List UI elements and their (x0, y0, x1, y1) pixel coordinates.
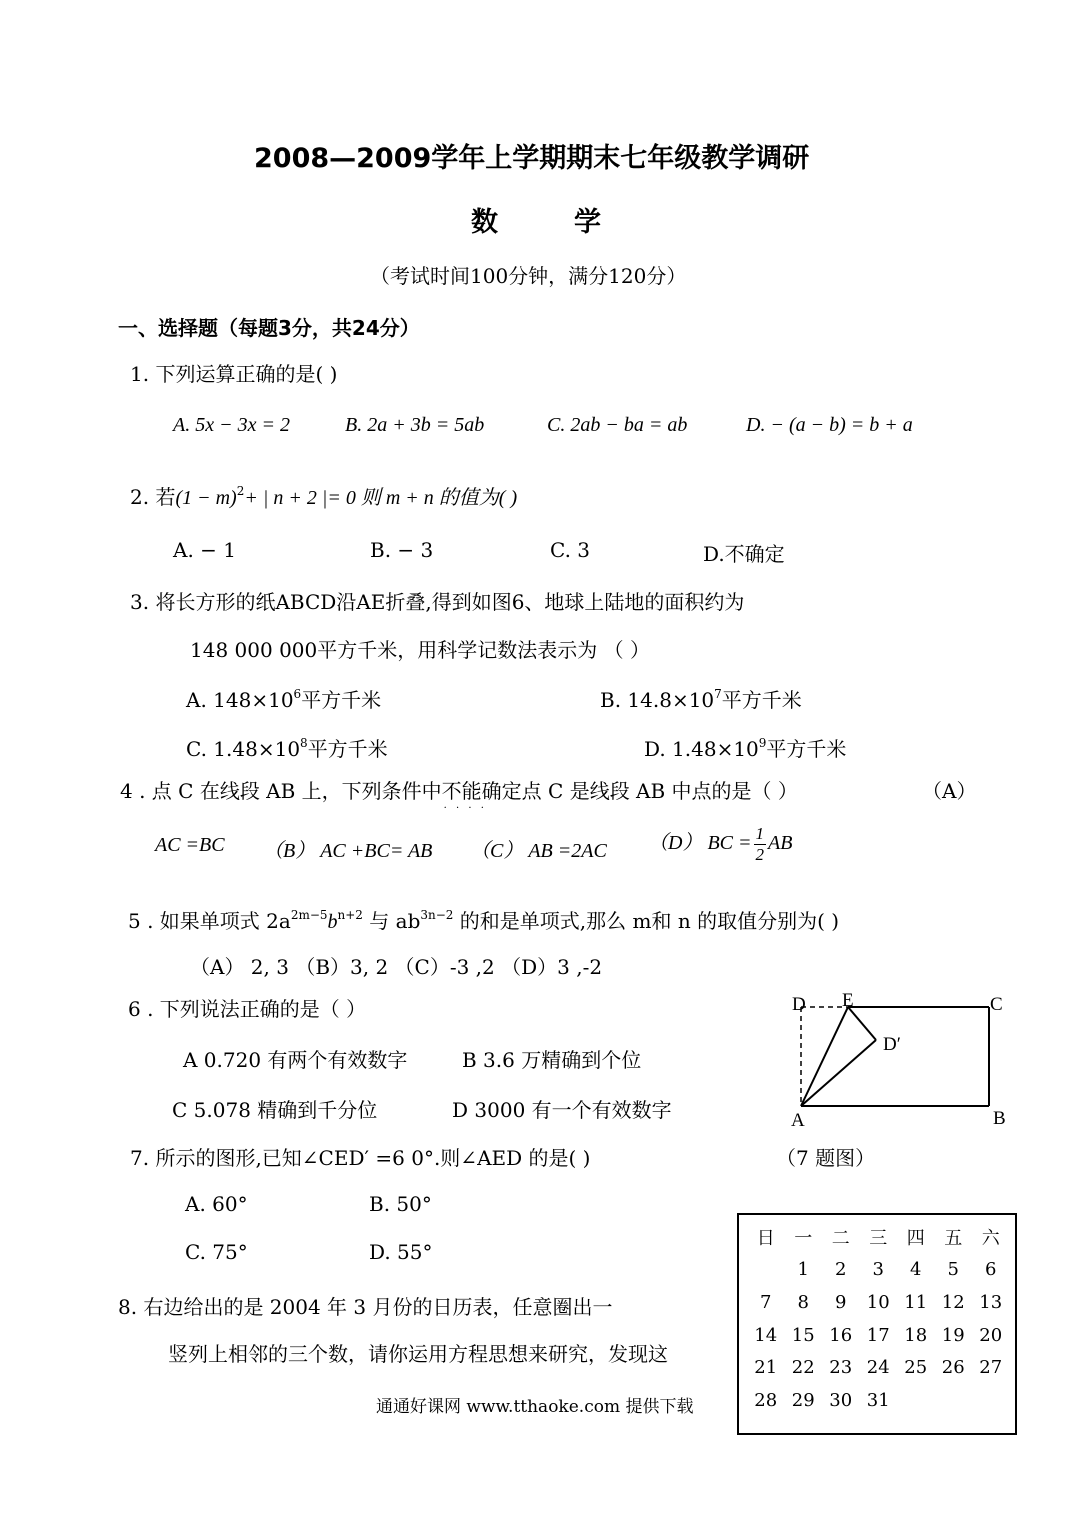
weekday-cell: 三 (869, 1228, 888, 1250)
footer-text: 通通好课网 www.tthaoke.com 提供下载 (376, 1397, 694, 1417)
day-cell: 26 (941, 1357, 965, 1379)
q3-option-b (600, 684, 802, 713)
q1-option-c: C. 2ab − ba = ab (547, 414, 688, 436)
day-cell: 2 (835, 1259, 847, 1281)
q3-line2: 148 000 000平方千米，用科学记数法表示为 （ ） (190, 638, 650, 662)
calendar-box (737, 1213, 1017, 1435)
q3-c-post: 平方千米 (307, 737, 388, 761)
q5-exp3: 3n−2 (420, 908, 454, 922)
q2-option-a: A. − 1 (173, 538, 236, 562)
q1-option-d: D. − (a − b) = b + a (746, 414, 913, 436)
day-cell (747, 1254, 785, 1287)
q2-num: 2. 若 (130, 485, 176, 509)
day-cell (935, 1384, 973, 1417)
q3-option-a (186, 684, 381, 713)
q4-d-fraction (754, 824, 767, 865)
q3-b-post: 平方千米 (721, 688, 802, 712)
weekday-cell: 一 (794, 1228, 813, 1250)
calendar-week-row (747, 1286, 1010, 1319)
q6-option-b: B 3.6 万精确到个位 (462, 1048, 642, 1072)
q3-option-d (644, 733, 846, 762)
q1-option-a: A. 5x − 3x = 2 (173, 414, 290, 436)
day-cell: 24 (866, 1357, 890, 1379)
q4-option-a: AC =BC (155, 834, 225, 856)
q3-c-exp: 8 (300, 736, 308, 750)
q3-a-pre: A. 148×10 (186, 688, 294, 712)
q7-option-c: C. 75° (185, 1240, 248, 1264)
day-cell: 19 (941, 1324, 965, 1346)
day-cell: 30 (829, 1389, 853, 1411)
weekday-cell: 六 (981, 1228, 1000, 1250)
q4-post: 点 C 是线段 AB 中点的是（ ） (521, 779, 798, 803)
figure-label-dprime: D′ (883, 1034, 901, 1055)
day-cell: 17 (866, 1324, 890, 1346)
day-cell: 1 (797, 1259, 809, 1281)
figure-label-d: D (792, 994, 806, 1015)
subject-right: 学 (574, 207, 601, 238)
q8-line2: 竖列上相邻的三个数，请你运用方程思想来研究，发现这 (168, 1342, 668, 1366)
day-cell: 16 (829, 1324, 853, 1346)
q6-option-d: D 3000 有一个有效数字 (452, 1098, 672, 1122)
q7-option-d: D. 55° (369, 1240, 433, 1264)
q7-option-a: A. 60° (185, 1192, 248, 1216)
q3-line1: 3. 将长方形的纸ABCD沿AE折叠,得到如图6、地球上陆地的面积约为 (130, 590, 745, 614)
q4-option-c: （C） AB =2AC (470, 840, 607, 862)
day-cell: 13 (979, 1291, 1003, 1313)
q7-stem: 7. 所示的图形,已知∠CED′ =6 0°.则∠AED 的是( ) (130, 1146, 591, 1170)
figure-label-a: A (791, 1110, 805, 1131)
q5-mid: b (327, 911, 338, 933)
q4-stem (120, 775, 798, 804)
q2-stem (130, 481, 517, 510)
day-cell: 23 (829, 1357, 853, 1379)
figure-label-c: C (990, 994, 1003, 1015)
calendar-week-row (747, 1319, 1010, 1352)
q6-option-a: A 0.720 有两个有效数字 (183, 1048, 408, 1072)
q3-c-pre: C. 1.48×10 (186, 737, 301, 761)
section-heading: 一、选择题（每题3分，共24分） (118, 316, 420, 340)
day-cell: 12 (941, 1291, 965, 1313)
weekday-cell: 日 (756, 1228, 775, 1250)
q3-a-exp: 6 (293, 687, 302, 701)
q7-figure-caption: （7 题图） (776, 1146, 876, 1170)
day-cell: 31 (866, 1389, 890, 1411)
q4-option-b: （B） AC +BC= AB (263, 840, 433, 862)
q8-line1: 8. 右边给出的是 2004 年 3 月份的日历表，任意圈出一 (118, 1295, 613, 1319)
day-cell: 22 (791, 1357, 815, 1379)
day-cell: 3 (872, 1259, 884, 1281)
q2-option-b: B. − 3 (370, 538, 434, 562)
q7-option-b: B. 50° (369, 1192, 432, 1216)
q3-d-pre: D. 1.48×10 (644, 737, 759, 761)
calendar-table (747, 1221, 1010, 1417)
day-cell: 25 (904, 1357, 928, 1379)
q4-option-d (648, 824, 792, 865)
q3-a-post: 平方千米 (301, 688, 382, 712)
figure-fold-ae (801, 1007, 848, 1106)
q4-option-a-label: （A） (922, 779, 977, 803)
day-cell: 28 (754, 1389, 778, 1411)
day-cell: 21 (754, 1357, 778, 1379)
day-cell (897, 1384, 935, 1417)
day-cell: 15 (791, 1324, 815, 1346)
q4-d-post: AB (768, 832, 793, 855)
day-cell: 27 (979, 1357, 1003, 1379)
day-cell: 9 (835, 1291, 847, 1313)
day-cell: 7 (760, 1291, 772, 1313)
day-cell: 10 (866, 1291, 890, 1313)
q7-figure (780, 988, 1040, 1138)
q3-d-post: 平方千米 (766, 737, 847, 761)
q5-stem (128, 905, 839, 934)
q2-option-d: D.不确定 (703, 542, 785, 566)
figure-label-b: B (993, 1108, 1006, 1129)
q4-d-pre: （D） BC = (648, 832, 752, 855)
weekday-cell: 四 (906, 1228, 925, 1250)
day-cell: 11 (904, 1291, 928, 1313)
exam-info: （考试时间100分钟，满分120分） (370, 264, 687, 288)
q1-option-b: B. 2a + 3b = 5ab (345, 414, 485, 436)
subject-left: 数 (471, 207, 498, 238)
q6-option-c: C 5.078 精确到千分位 (172, 1098, 378, 1122)
q5-pre: 5 . 如果单项式 2a (128, 909, 291, 933)
calendar-week-row (747, 1254, 1010, 1287)
q2-expr-b: + | n + 2 |= 0 则 m + n 的值为( ) (244, 487, 518, 509)
page-title: 2008—2009学年上学期期末七年级教学调研 (254, 143, 810, 174)
q3-d-exp: 9 (758, 736, 767, 750)
day-cell: 5 (947, 1259, 959, 1281)
day-cell: 18 (904, 1324, 928, 1346)
day-cell: 20 (979, 1324, 1003, 1346)
q6-stem: 6 . 下列说法正确的是（ ） (128, 997, 367, 1021)
weekday-cell: 五 (944, 1228, 963, 1250)
figure-edge-dpa (801, 1040, 876, 1106)
q1-stem: 1. 下列运算正确的是( ) (130, 362, 338, 386)
day-cell (972, 1384, 1010, 1417)
q2-option-c: C. 3 (550, 538, 591, 562)
q4-emphasis: 不能确定 · · · · (442, 779, 522, 803)
q2-expr-a: (1 − m) (175, 487, 237, 509)
q5-exp1: 2m−5 (290, 908, 328, 922)
q4-d-numerator: 1 (755, 824, 764, 843)
q4-d-denominator: 2 (755, 845, 764, 864)
calendar-week-row (747, 1351, 1010, 1384)
figure-edge-edp (848, 1007, 876, 1040)
day-cell: 29 (791, 1389, 815, 1411)
day-cell: 4 (910, 1259, 922, 1281)
q2-exp: 2 (236, 484, 245, 498)
day-cell: 14 (754, 1324, 778, 1346)
q5-options: （A） 2, 3 （B）3, 2 （C）-3 ,2 （D）3 ,-2 (190, 955, 603, 979)
q3-b-pre: B. 14.8×10 (600, 688, 715, 712)
q5-mid2: 与 ab (362, 909, 421, 933)
q5-exp2: n+2 (337, 908, 363, 922)
calendar-week-row (747, 1384, 1010, 1417)
figure-label-e: E (842, 990, 854, 1011)
q3-option-c (186, 733, 388, 762)
q3-b-exp: 7 (714, 687, 722, 701)
calendar-weekday-row (747, 1221, 1010, 1254)
q4-pre: 4 . 点 C 在线段 AB 上，下列条件中 (120, 779, 442, 803)
day-cell: 6 (985, 1259, 997, 1281)
day-cell: 8 (797, 1291, 809, 1313)
q5-post: 的和是单项式,那么 m和 n 的取值分别为( ) (453, 909, 840, 933)
weekday-cell: 二 (831, 1228, 850, 1250)
